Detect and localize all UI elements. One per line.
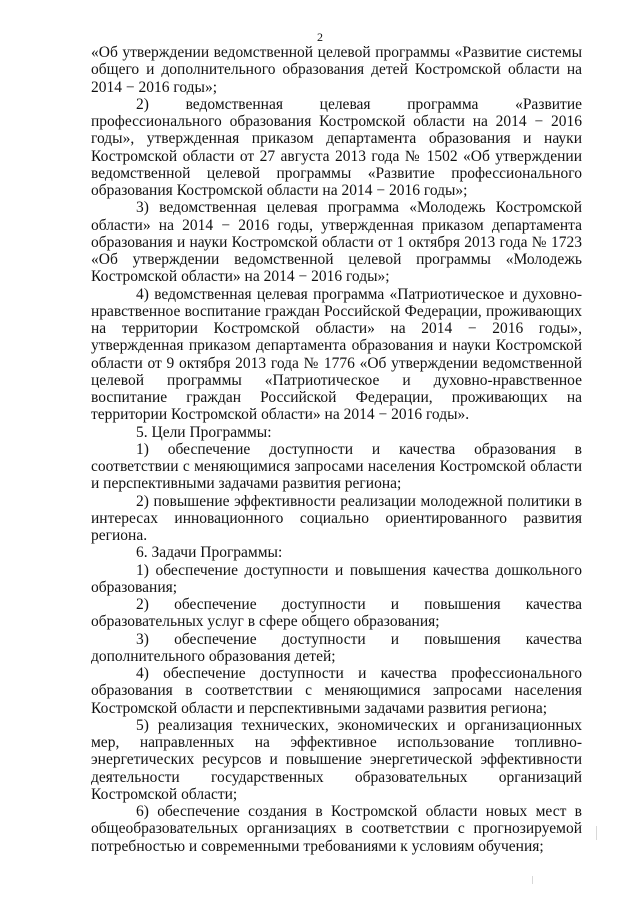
scan-mark — [532, 876, 533, 884]
section-heading-tasks: 6. Задачи Программы: — [136, 544, 283, 562]
page-number: 2 — [317, 30, 323, 44]
paragraph-task-5: 5) реализация технических, экономических и организационных мер, направленных на эффективное использование топливно-энергетических ресурсов и повышение энергетической эффективности деятельности государственных образовательных организаций Костромской области; — [91, 716, 582, 803]
paragraph-task-4: 4) обеспечение доступности и качества профессионального образования в соответствии с меняющимися запросами населения Костромской области и перспективными задачами развития региона; — [91, 665, 582, 717]
paragraph-continuation: «Об утверждении ведомственной целевой программы «Развитие системы общего и дополнительного образования детей Костромской области на 2014 − 2016 годы»; — [91, 44, 582, 96]
paragraph-task-1: 1) обеспечение доступности и повышения качества дошкольного образования; — [91, 561, 582, 596]
paragraph-task-2: 2) обеспечение доступности и повышения качества образовательных услуг в сфере общего образования; — [91, 596, 582, 631]
paragraph-task-6: 6) обеспечение создания в Костромской области новых мест в общеобразовательных организациях в соответствии с прогнозируемой потребностью и современными требованиями к условиям обучения; — [91, 803, 582, 855]
paragraph-program-3: 3) ведомственная целевая программа «Молодежь Костромской области» на 2014 − 2016 годы, утвержденная приказом департамента образования и науки Костромской области от 1 октября 2013 года № 1723 «Об утверждении ведомственной целевой программы «Молодежь Костромской области» на 2014 − 2016 годы»; — [91, 199, 582, 286]
paragraph-goal-1: 1) обеспечение доступности и качества образования в соответствии с меняющимися запросами населения Костромской области и перспективными задачами развития региона; — [91, 440, 582, 493]
section-heading-goals: 5. Цели Программы: — [136, 423, 272, 441]
paragraph-task-3: 3) обеспечение доступности и повышения качества дополнительного образования детей; — [91, 630, 582, 665]
paragraph-program-4: 4) ведомственная целевая программа «Патриотическое и духовно-нравственное воспитание граждан Российской Федерации, проживающих на территории Костромской области» на 2014 − 2016 годы», утвержденная приказом департамента образования и науки Костромской области от 9 октября 2013 года № 1776 «Об утверждении ведомственной целевой программы «Патриотическое и духовно-нравственное воспитание граждан Российской Федерации, проживающих на территории Костромской области» на 2014 − 2016 годы». — [91, 285, 582, 424]
paragraph-program-2: 2) ведомственная целевая программа «Развитие профессионального образования Костромской области на 2014 − 2016 годы», утвержденная приказом департамента образования и науки Костромской области от 27 августа 2013 года № 1502 «Об утверждении ведомственной целевой программы «Развитие профессионального образования Костромской области на 2014 − 2016 годы»; — [91, 95, 582, 199]
document-body — [91, 44, 582, 855]
paragraph-goal-2: 2) повышение эффективности реализации молодежной политики в интересах инновационного социально ориентированного развития региона. — [91, 492, 582, 544]
scan-mark — [596, 826, 597, 840]
